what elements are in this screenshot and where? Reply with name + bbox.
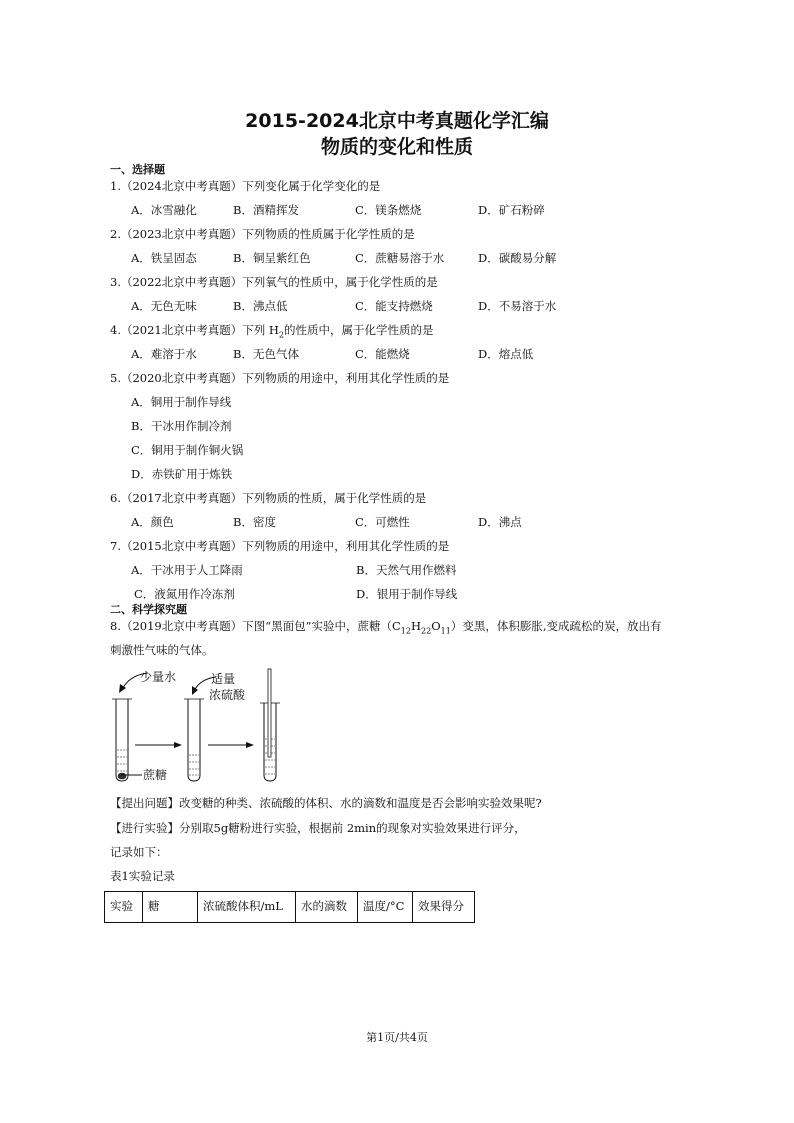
table-header-cell: 水的滴数 — [296, 892, 358, 923]
question-2-option-d: D．碳酸易分解 — [478, 251, 557, 265]
question-4-stem-subscript: 2 — [278, 330, 285, 340]
question-7-option-c: C．液氮用作冷冻剂 — [134, 587, 235, 601]
table-header-cell: 温度/°C — [358, 892, 413, 923]
question-8-stem-part-b: ）变黑，体积膨胀,变成疏松的炭，放出有 — [450, 619, 662, 633]
question-5-option-a: A．铜用于制作导线 — [131, 395, 232, 409]
table-header-cell: 效果得分 — [413, 892, 475, 923]
table-caption: 表1实验记录 — [110, 869, 175, 883]
question-6-option-d: D．沸点 — [478, 515, 522, 529]
question-4-option-c: C．能燃烧 — [355, 347, 410, 361]
question-2-option-c: C．蔗糖易溶于水 — [355, 251, 445, 265]
question-7-option-b: B．天然气用作燃料 — [356, 563, 457, 577]
question-7-stem: 7.（2015北京中考真题）下列物质的用途中，利用其化学性质的是 — [110, 539, 450, 553]
question-6-option-c: C．可燃性 — [355, 515, 410, 529]
document-title-line1: 2015-2024北京中考真题化学汇编 — [245, 110, 549, 132]
section-heading-inquiry: 二、科学探究题 — [110, 603, 187, 616]
question-2-option-a: A．铁呈固态 — [131, 251, 197, 265]
label-small-water: 少量水 — [140, 670, 177, 684]
question-5-stem: 5.（2020北京中考真题）下列物质的用途中，利用其化学性质的是 — [110, 371, 450, 385]
question-5-option-c: C．铜用于制作铜火锅 — [131, 443, 244, 457]
add-acid-arrowhead — [192, 686, 198, 695]
question-1-option-c: C．镁条燃烧 — [355, 203, 422, 217]
label-concentrated-sulfuric-acid: 浓硫酸 — [209, 688, 246, 702]
question-3-option-c: C．能支持燃烧 — [355, 299, 433, 313]
formula-subscript-o: 11 — [440, 626, 451, 636]
question-4-stem-pre: 4.（2021北京中考真题）下列 H — [110, 323, 279, 337]
glass-rod — [268, 669, 271, 757]
question-8-record-intro: 记录如下： — [110, 845, 168, 859]
question-1-option-b: B．酒精挥发 — [233, 203, 299, 217]
experiment-record-table — [104, 891, 475, 923]
question-4-option-d: D．熔点低 — [478, 347, 534, 361]
document-title-line2: 物质的变化和性质 — [320, 136, 473, 158]
question-8-stem-part-a: 8.（2019北京中考真题）下图“黑面包”实验中，蔗糖（C — [110, 619, 401, 633]
question-2-stem: 2.（2023北京中考真题）下列物质的性质属于化学性质的是 — [110, 227, 415, 241]
table-header-row — [105, 892, 475, 923]
label-appropriate: 适量 — [211, 672, 236, 686]
mixture-level-tube-2 — [189, 755, 199, 775]
question-6-option-b: B．密度 — [233, 515, 276, 529]
table-header-cell: 实验 — [105, 892, 143, 923]
formula-subscript-h: 22 — [421, 626, 432, 636]
question-3-option-d: D．不易溶于水 — [478, 299, 557, 313]
question-7-option-a: A．干冰用于人工降雨 — [131, 563, 243, 577]
process-arrow-2-head — [246, 742, 254, 748]
table-header-cell: 糖 — [143, 892, 198, 923]
question-3-option-b: B．沸点低 — [233, 299, 288, 313]
question-8-stem-line2: 刺激性气味的气体。 — [110, 643, 214, 657]
question-3-option-a: A．无色无味 — [131, 299, 197, 313]
question-1-option-a: A．冰雪融化 — [131, 203, 197, 217]
label-sugar: 蔗糖 — [143, 768, 168, 782]
formula-subscript-c: 12 — [400, 626, 411, 636]
question-4-stem — [110, 323, 434, 342]
question-6-stem: 6.（2017北京中考真题）下列物质的性质，属于化学性质的是 — [110, 491, 427, 505]
question-8-raise-problem: 【提出问题】改变糖的种类、浓硫酸的体积、水的滴数和温度是否会影响实验效果呢? — [110, 796, 542, 810]
question-1-stem: 1.（2024北京中考真题）下列变化属于化学变化的是 — [110, 179, 381, 193]
question-4-option-a: A．难溶于水 — [131, 347, 197, 361]
question-3-stem: 3.（2022北京中考真题）下列氧气的性质中，属于化学性质的是 — [110, 275, 438, 289]
question-7-option-d: D．银用于制作导线 — [356, 587, 458, 601]
table-header-cell: 浓硫酸体积/mL — [198, 892, 296, 923]
question-2-option-b: B．铜呈紫红色 — [233, 251, 311, 265]
question-5-option-d: D．赤铁矿用于炼铁 — [131, 467, 233, 481]
formula-h: H — [410, 619, 422, 633]
test-tube-1 — [112, 699, 132, 781]
section-heading-choice: 一、选择题 — [110, 163, 165, 176]
process-arrow-1-head — [174, 742, 182, 748]
question-8-do-experiment: 【进行实验】分别取5g糖粉进行实验，根据前 2min的现象对实验效果进行评分， — [110, 821, 526, 835]
question-1-option-d: D．矿石粉碎 — [478, 203, 545, 217]
page-footer: 第1页/共4页 — [366, 1031, 428, 1044]
black-bread-experiment-figure — [108, 667, 308, 787]
question-6-option-a: A．颜色 — [131, 515, 174, 529]
question-4-stem-post: 的性质中，属于化学性质的是 — [284, 323, 434, 337]
question-4-option-b: B．无色气体 — [233, 347, 299, 361]
question-5-option-b: B．干冰用作制冷剂 — [131, 419, 232, 433]
question-8-stem-line1 — [110, 619, 661, 638]
formula-o: O — [431, 619, 441, 633]
